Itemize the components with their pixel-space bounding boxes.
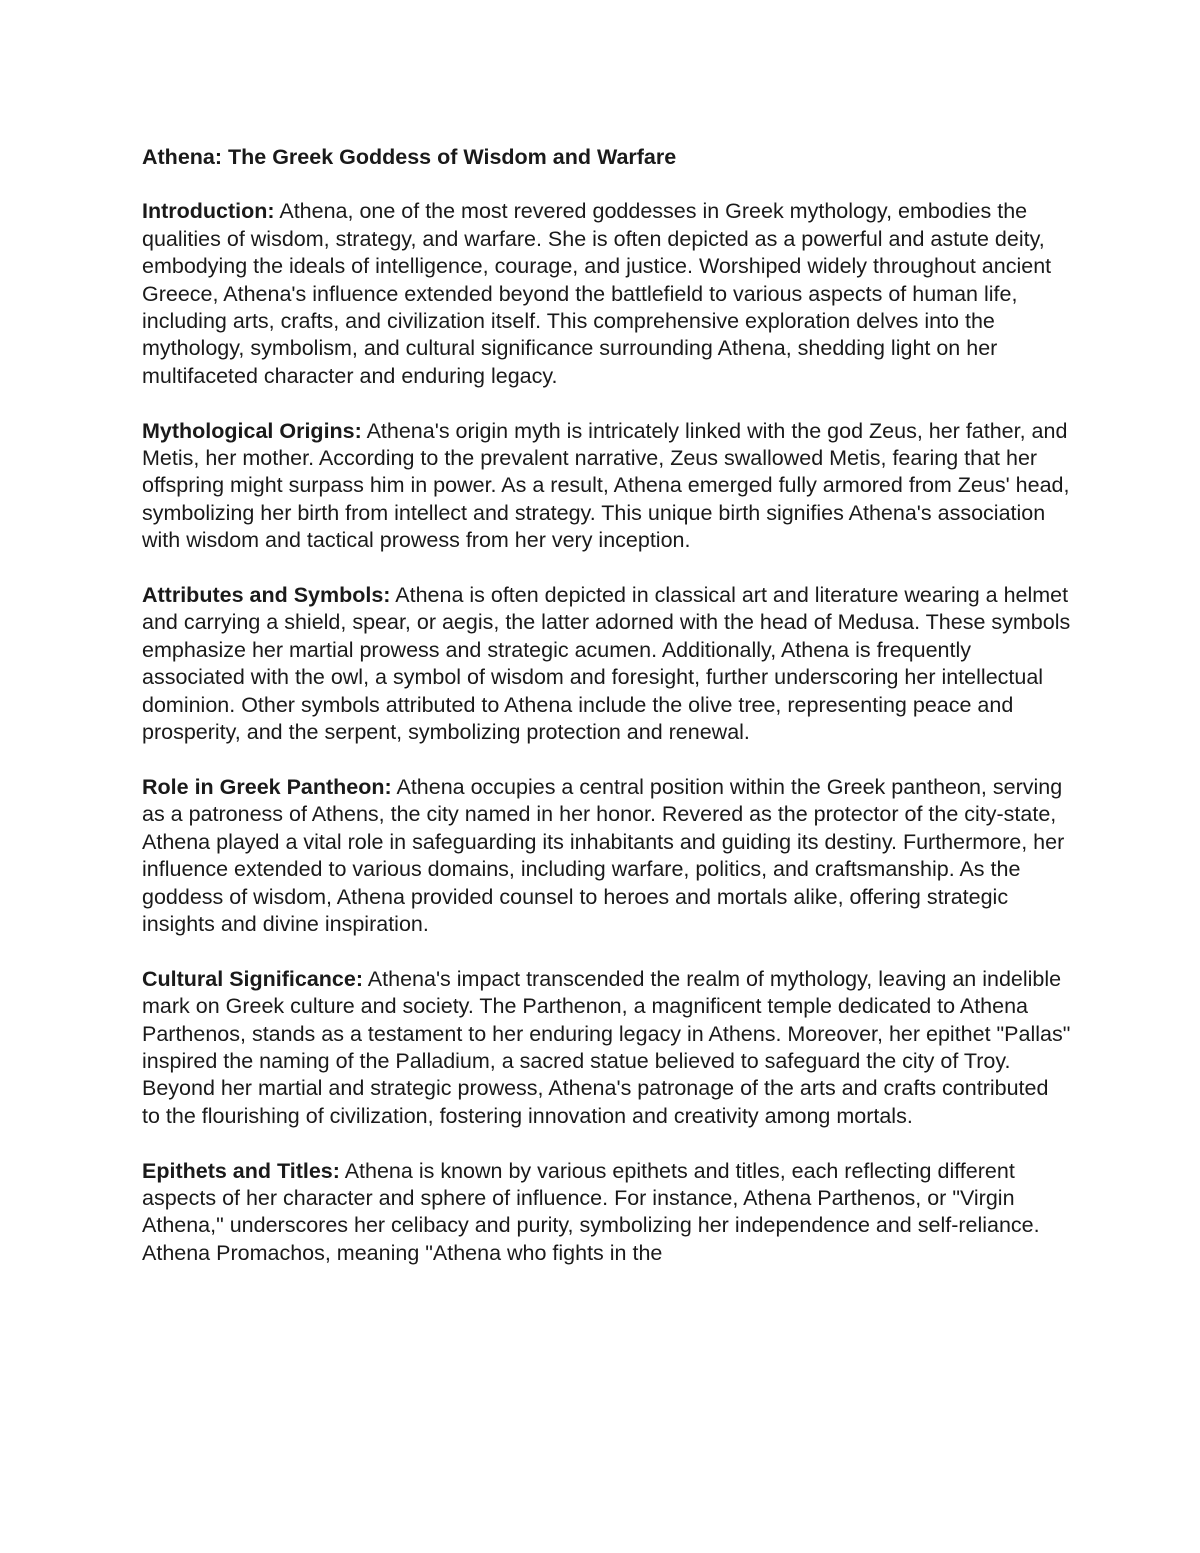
section-heading: Mythological Origins: [142,418,362,443]
section-body: Athena occupies a central position within the Greek pantheon, serving as a patroness of Athens, the city named in her honor. Revered as the protector of the city-state, Athena played a vital role in safeguarding its inhabitants and guiding its destiny. Furthermore, her influence extended to various domains, including warfare, politics, and craftsmanship. As the goddess of wisdom, Athena provided counsel to heroes and mortals alike, offering strategic insights and divine inspiration. [142,774,1065,936]
section-heading: Epithets and Titles: [142,1158,340,1183]
section-body: Athena, one of the most revered goddesses in Greek mythology, embodies the qualities of wisdom, strategy, and warfare. She is often depicted as a powerful and astute deity, embodying the ideals of intelligence, courage, and justice. Worshiped widely throughout ancient Greece, Athena's influence extended beyond the battlefield to various aspects of human life, including arts, crafts, and civilization itself. This comprehensive exploration delves into the mythology, symbolism, and cultural significance surrounding Athena, shedding light on her multifaceted character and enduring legacy. [142,199,1052,388]
section-heading: Introduction: [142,199,275,224]
section-attributes-and-symbols [142,582,1072,746]
section-introduction [142,198,1072,390]
section-mythological-origins [142,418,1072,555]
section-epithets-and-titles [142,1158,1072,1268]
section-body: Athena's impact transcended the realm of mythology, leaving an indelible mark on Greek culture and society. The Parthenon, a magnificent temple dedicated to Athena Parthenos, stands as a testament to her enduring legacy in Athens. Moreover, her epithet "Pallas" inspired the naming of the Palladium, a sacred statue believed to safeguard the city of Troy. Beyond her martial and strategic prowess, Athena's patronage of the arts and crafts contributed to the flourishing of civilization, fostering innovation and creativity among mortals. [142,966,1071,1128]
section-cultural-significance [142,966,1072,1130]
section-role-in-pantheon [142,774,1072,938]
section-body: Athena's origin myth is intricately linked with the god Zeus, her father, and Metis, her mother. According to the prevalent narrative, Zeus swallowed Metis, fearing that her offspring might surpass him in power. As a result, Athena emerged fully armored from Zeus' head, symbolizing her birth from intellect and strategy. This unique birth signifies Athena's association with wisdom and tactical prowess from her very inception. [142,418,1070,553]
section-body: Athena is often depicted in classical art and literature wearing a helmet and carrying a shield, spear, or aegis, the latter adorned with the head of Medusa. These symbols emphasize her martial prowess and strategic acumen. Additionally, Athena is frequently associated with the owl, a symbol of wisdom and foresight, further underscoring her intellectual dominion. Other symbols attributed to Athena include the olive tree, representing peace and prosperity, and the serpent, symbolizing protection and renewal. [142,583,1071,745]
section-heading: Role in Greek Pantheon: [142,774,392,799]
document-title: Athena: The Greek Goddess of Wisdom and Warfare [142,145,677,169]
section-heading: Cultural Significance: [142,966,364,991]
section-heading: Attributes and Symbols: [142,583,391,608]
section-body: Athena is known by various epithets and titles, each reflecting different aspects of her character and sphere of influence. For instance, Athena Parthenos, or "Virgin Athena," underscores her celibacy and purity, symbolizing her independence and self-reliance. Athena Promachos, meaning "Athena who fights in the [142,1158,1040,1265]
document-content [142,144,1072,1295]
